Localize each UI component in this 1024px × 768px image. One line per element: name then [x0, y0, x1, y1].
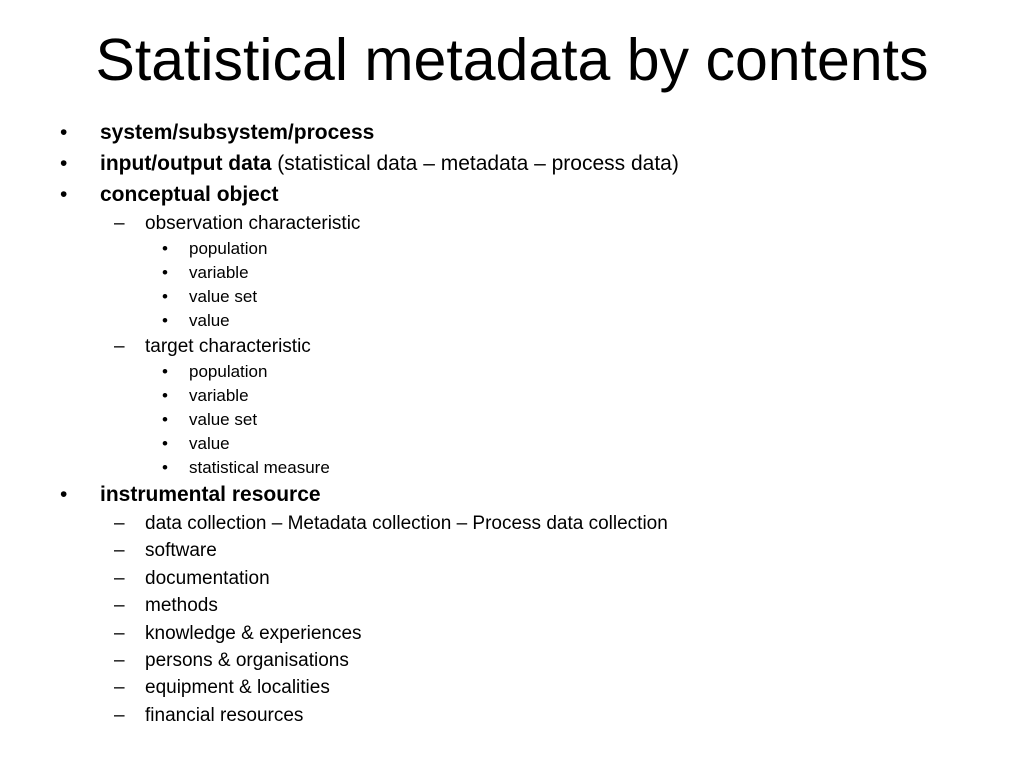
item-text: equipment & localities: [145, 677, 330, 698]
item-text: value set: [189, 287, 258, 306]
dash-marker: –: [114, 513, 125, 534]
item-text: financial resources: [145, 705, 304, 726]
item-text: persons & organisations: [145, 650, 349, 671]
bullet-marker: •: [162, 263, 168, 282]
item-bold-text: system/subsystem/process: [100, 121, 375, 144]
item-text: value set: [189, 410, 258, 429]
bullet-marker: •: [162, 287, 168, 306]
item-text: data collection – Metadata collection – Process data collection: [145, 513, 668, 534]
list-item-methods: [114, 592, 218, 619]
bullet-marker: •: [162, 362, 168, 381]
list-item-persons-organisations: [114, 647, 349, 674]
item-text: target characteristic: [145, 336, 311, 357]
list-item-value: [162, 309, 230, 333]
item-text: methods: [145, 595, 218, 616]
list-item-conceptual-object: [60, 180, 279, 210]
item-text: knowledge & experiences: [145, 623, 362, 644]
list-item-documentation: [114, 565, 270, 592]
item-text: variable: [189, 386, 249, 405]
list-item-financial-resources: [114, 702, 304, 729]
dash-marker: –: [114, 650, 125, 671]
item-bold-text: instrumental resource: [100, 483, 321, 506]
item-text: documentation: [145, 568, 270, 589]
list-item-software: [114, 537, 217, 564]
list-item-variable: [162, 261, 249, 285]
list-item-variable: [162, 384, 249, 408]
list-item-value: [162, 432, 230, 456]
item-bold-text: conceptual object: [100, 183, 279, 206]
dash-marker: –: [114, 540, 125, 561]
dash-marker: –: [114, 568, 125, 589]
item-text: value: [189, 311, 230, 330]
list-item-target-characteristic: [114, 333, 311, 360]
list-item-equipment-localities: [114, 674, 330, 701]
bullet-marker: •: [162, 239, 168, 258]
dash-marker: –: [114, 623, 125, 644]
list-item-instrumental-resource: [60, 480, 321, 510]
item-text: statistical measure: [189, 458, 330, 477]
dash-marker: –: [114, 336, 125, 357]
bullet-marker: •: [162, 386, 168, 405]
item-text: (statistical data – metadata – process data): [271, 152, 679, 175]
dash-marker: –: [114, 595, 125, 616]
bullet-marker: •: [60, 121, 68, 144]
list-item-population: [162, 237, 268, 261]
bullet-marker: •: [60, 183, 68, 206]
item-text: population: [189, 239, 268, 258]
list-item-input-output-data: [60, 149, 679, 179]
bullet-marker: •: [162, 410, 168, 429]
dash-marker: –: [114, 705, 125, 726]
list-item-observation-characteristic: [114, 210, 361, 237]
list-item-value-set: [162, 408, 258, 432]
list-item-statistical-measure: [162, 456, 330, 480]
item-text: observation characteristic: [145, 213, 361, 234]
list-item-value-set: [162, 285, 258, 309]
item-text: population: [189, 362, 268, 381]
dash-marker: –: [114, 213, 125, 234]
list-item-system-subsystem-process: [60, 118, 375, 148]
list-item-knowledge-experiences: [114, 620, 362, 647]
list-item-population: [162, 360, 268, 384]
item-bold-text: input/output data: [100, 152, 272, 175]
bullet-marker: •: [162, 458, 168, 477]
bullet-marker: •: [162, 434, 168, 453]
item-text: variable: [189, 263, 249, 282]
bullet-marker: •: [60, 152, 68, 175]
bullet-marker: •: [60, 483, 68, 506]
slide-title: Statistical metadata by contents: [95, 27, 929, 93]
dash-marker: –: [114, 677, 125, 698]
item-text: value: [189, 434, 230, 453]
bullet-marker: •: [162, 311, 168, 330]
list-item-data-collection: [114, 510, 668, 537]
item-text: software: [145, 540, 217, 561]
